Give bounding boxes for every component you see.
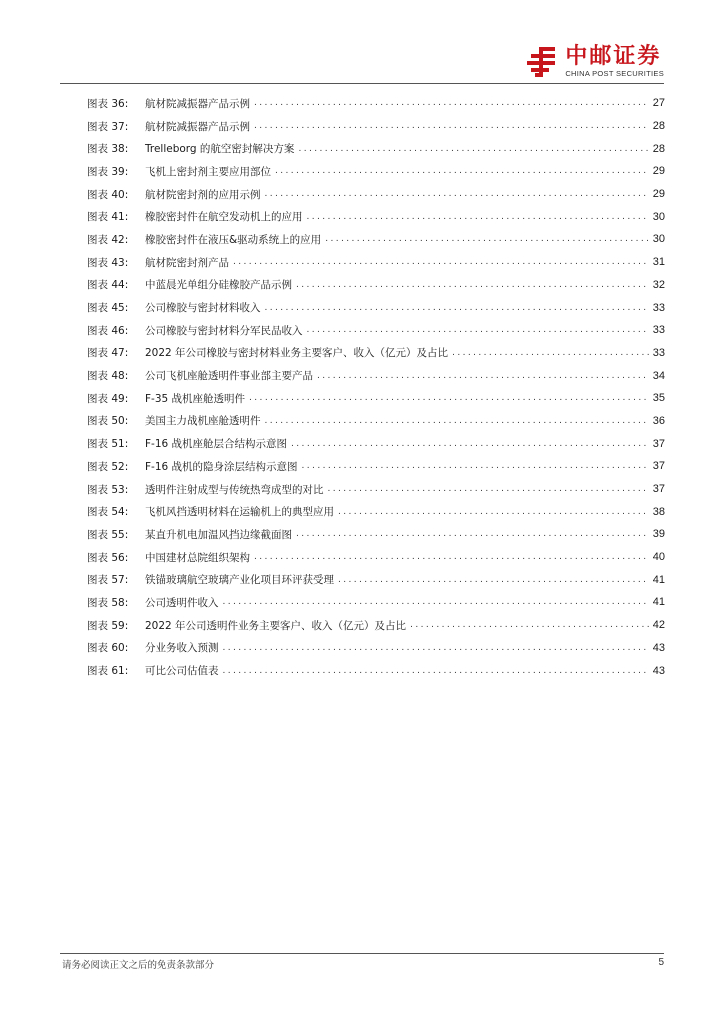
toc-entry-page: 41 [652, 596, 665, 609]
toc-entry-title: F-16 战机座舱层合结构示意图 [145, 438, 288, 451]
toc-entry[interactable] [87, 478, 665, 501]
toc-entry-title: 公司橡胶与密封材料收入 [145, 302, 261, 315]
toc-entry-page: 36 [652, 414, 665, 427]
toc-entry-page: 38 [652, 505, 665, 518]
toc-entry-page: 37 [652, 460, 665, 473]
toc-entry-title: 2022 年公司橡胶与密封材料业务主要客户、收入（亿元）及占比 [145, 347, 449, 360]
toc-entry-title: 可比公司估值表 [145, 665, 219, 678]
logo-chinese-name: 中邮证券 [565, 44, 662, 69]
toc-entry-title: 中国建材总院组织架构 [145, 551, 250, 564]
toc-entry-number: 图表 60: [87, 642, 129, 655]
toc-entry[interactable] [87, 228, 665, 251]
toc-entry-page: 35 [652, 392, 665, 405]
toc-entry-number: 图表 56: [87, 551, 129, 564]
toc-entry[interactable] [87, 659, 665, 682]
toc-dot-leader [410, 620, 649, 630]
toc-dot-leader [254, 98, 649, 108]
toc-entry-number: 图表 61: [87, 665, 129, 678]
toc-entry[interactable] [87, 500, 665, 523]
toc-entry[interactable] [87, 183, 665, 206]
toc-entry-number: 图表 37: [87, 120, 129, 133]
toc-entry[interactable] [87, 160, 665, 183]
footer-divider [60, 953, 664, 954]
toc-entry-title: 航材院减振器产品示例 [145, 120, 250, 133]
toc-entry-number: 图表 51: [87, 438, 129, 451]
toc-entry[interactable] [87, 251, 665, 274]
toc-entry-number: 图表 47: [87, 347, 129, 360]
toc-entry-page: 42 [652, 619, 665, 632]
toc-entry[interactable] [87, 205, 665, 228]
toc-entry-number: 图表 46: [87, 324, 129, 337]
toc-dot-leader [302, 461, 649, 471]
toc-entry-page: 39 [652, 528, 665, 541]
toc-entry-title: 2022 年公司透明件业务主要客户、收入（亿元）及占比 [145, 619, 407, 632]
toc-entry-page: 33 [652, 346, 665, 359]
toc-entry-page: 28 [652, 142, 665, 155]
header-divider [60, 83, 664, 84]
toc-entry-number: 图表 48: [87, 370, 129, 383]
toc-entry-title: 分业务收入预测 [145, 642, 219, 655]
toc-entry-title: Trelleborg 的航空密封解决方案 [145, 143, 295, 156]
toc-dot-leader [296, 529, 649, 539]
toc-entry[interactable] [87, 319, 665, 342]
toc-dot-leader [249, 393, 649, 403]
toc-entry-page: 32 [652, 278, 665, 291]
toc-entry-number: 图表 53: [87, 483, 129, 496]
toc-entry-number: 图表 43: [87, 256, 129, 269]
toc-dot-leader [265, 303, 649, 313]
toc-entry-number: 图表 50: [87, 415, 129, 428]
logo-english-name: CHINA POST SECURITIES [565, 69, 664, 78]
toc-dot-leader [317, 371, 649, 381]
toc-dot-leader [291, 439, 649, 449]
toc-dot-leader [307, 212, 649, 222]
toc-entry-page: 31 [652, 256, 665, 269]
toc-dot-leader [223, 643, 649, 653]
toc-entry-title: 公司飞机座舱透明件事业部主要产品 [145, 370, 313, 383]
toc-entry-page: 33 [652, 301, 665, 314]
toc-entry-title: 航材院密封剂的应用示例 [145, 188, 261, 201]
disclaimer-note: 请务必阅读正文之后的免责条款部分 [62, 960, 215, 971]
figure-index [87, 92, 665, 682]
toc-entry[interactable] [87, 614, 665, 637]
toc-dot-leader [452, 348, 649, 358]
toc-entry-number: 图表 36: [87, 97, 129, 110]
company-logo [525, 44, 664, 80]
toc-entry-page: 41 [652, 573, 665, 586]
toc-dot-leader [265, 189, 649, 199]
toc-entry[interactable] [87, 137, 665, 160]
toc-dot-leader [254, 121, 649, 131]
toc-entry-number: 图表 58: [87, 596, 129, 609]
toc-entry-title: 航材院密封剂产品 [145, 256, 229, 269]
toc-entry[interactable] [87, 432, 665, 455]
toc-entry[interactable] [87, 546, 665, 569]
toc-entry[interactable] [87, 387, 665, 410]
toc-entry-title: 橡胶密封件在航空发动机上的应用 [145, 211, 303, 224]
toc-entry-page: 28 [652, 120, 665, 133]
toc-entry-page: 33 [652, 324, 665, 337]
toc-dot-leader [338, 507, 649, 517]
toc-entry-number: 图表 55: [87, 528, 129, 541]
toc-entry-page: 30 [652, 210, 665, 223]
toc-dot-leader [265, 416, 649, 426]
toc-dot-leader [275, 166, 649, 176]
toc-entry-title: 公司橡胶与密封材料分军民品收入 [145, 324, 303, 337]
toc-entry[interactable] [87, 637, 665, 660]
page-number: 5 [658, 957, 664, 968]
toc-entry[interactable] [87, 296, 665, 319]
toc-entry-page: 40 [652, 551, 665, 564]
toc-entry-page: 29 [652, 165, 665, 178]
toc-entry-number: 图表 41: [87, 211, 129, 224]
toc-entry-title: 航材院减振器产品示例 [145, 97, 250, 110]
toc-entry-page: 43 [652, 664, 665, 677]
toc-dot-leader [298, 144, 648, 154]
toc-entry-title: 某直升机电加温风挡边缘截面图 [145, 528, 292, 541]
toc-dot-leader [307, 325, 649, 335]
toc-entry-number: 图表 40: [87, 188, 129, 201]
toc-entry-number: 图表 49: [87, 392, 129, 405]
toc-entry-page: 37 [652, 437, 665, 450]
toc-entry-number: 图表 59: [87, 619, 129, 632]
toc-entry-page: 34 [652, 369, 665, 382]
toc-entry-title: 中蓝晨光单组分硅橡胶产品示例 [145, 279, 292, 292]
toc-entry-number: 图表 38: [87, 143, 129, 156]
toc-entry-title: 飞机风挡透明材料在运输机上的典型应用 [145, 506, 334, 519]
toc-dot-leader [233, 257, 649, 267]
toc-entry[interactable] [87, 115, 665, 138]
toc-dot-leader [254, 552, 649, 562]
toc-entry-number: 图表 52: [87, 460, 129, 473]
china-post-logo-icon [525, 45, 559, 79]
toc-entry[interactable] [87, 274, 665, 297]
toc-dot-leader [338, 575, 649, 585]
toc-entry-title: 飞机上密封剂主要应用部位 [145, 165, 271, 178]
toc-entry[interactable] [87, 455, 665, 478]
toc-entry-title: 橡胶密封件在液压&驱动系统上的应用 [145, 233, 322, 246]
toc-entry[interactable] [87, 342, 665, 365]
toc-dot-leader [223, 597, 649, 607]
toc-entry-number: 图表 44: [87, 279, 129, 292]
toc-entry-title: 透明件注射成型与传统热弯成型的对比 [145, 483, 324, 496]
toc-entry[interactable] [87, 523, 665, 546]
toc-entry-page: 29 [652, 188, 665, 201]
toc-entry-title: F-35 战机座舱透明件 [145, 392, 246, 405]
toc-entry-page: 30 [652, 233, 665, 246]
toc-dot-leader [296, 280, 649, 290]
toc-dot-leader [223, 666, 649, 676]
toc-entry-title: 公司透明件收入 [145, 596, 219, 609]
toc-entry[interactable] [87, 92, 665, 115]
toc-entry-page: 27 [652, 97, 665, 110]
toc-entry-title: 铁锚玻璃航空玻璃产业化项目环评获受理 [145, 574, 334, 587]
toc-entry-title: F-16 战机的隐身涂层结构示意图 [145, 460, 298, 473]
toc-entry-page: 37 [652, 483, 665, 496]
toc-entry[interactable] [87, 364, 665, 387]
toc-entry-number: 图表 57: [87, 574, 129, 587]
toc-entry[interactable] [87, 568, 665, 591]
toc-entry-number: 图表 39: [87, 165, 129, 178]
toc-entry-page: 43 [652, 641, 665, 654]
toc-entry-number: 图表 42: [87, 233, 129, 246]
toc-entry[interactable] [87, 410, 665, 433]
toc-dot-leader [325, 234, 649, 244]
toc-entry-title: 美国主力战机座舱透明件 [145, 415, 261, 428]
toc-entry-number: 图表 45: [87, 302, 129, 315]
toc-dot-leader [328, 484, 649, 494]
toc-entry-number: 图表 54: [87, 506, 129, 519]
toc-entry[interactable] [87, 591, 665, 614]
